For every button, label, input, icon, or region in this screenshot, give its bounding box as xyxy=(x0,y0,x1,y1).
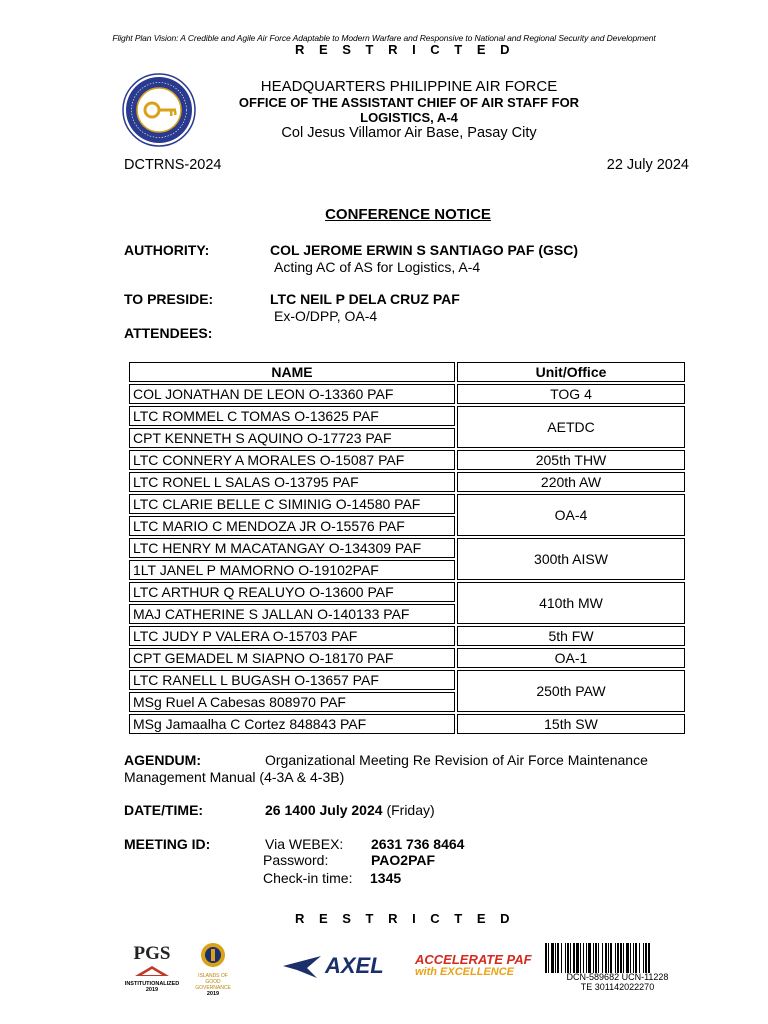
office-name: OFFICE OF THE ASSISTANT CHIEF OF AIR STAFF FOR xyxy=(238,95,580,110)
excellence-text: with EXCELLENCE xyxy=(415,966,515,978)
attendee-unit: 205th THW xyxy=(457,450,685,470)
column-header-name: NAME xyxy=(129,362,455,382)
agendum-section xyxy=(124,752,704,786)
table-row xyxy=(129,450,685,470)
agendum-label: AGENDUM: xyxy=(124,752,201,768)
dcn-block xyxy=(540,972,695,992)
table-row xyxy=(129,714,685,734)
attendee-name: LTC ARTHUR Q REALUYO O-13600 PAF xyxy=(129,582,455,602)
table-row xyxy=(129,384,685,404)
attendee-unit: AETDC xyxy=(457,406,685,448)
document-reference: DCTRNS-2024 xyxy=(124,157,222,173)
attendee-name: LTC CONNERY A MORALES O-15087 PAF xyxy=(129,450,455,470)
accelerate-text: ACCELERATE PAF xyxy=(415,952,532,967)
datetime-value: 26 1400 July 2024 xyxy=(265,802,383,818)
jet-wing-icon xyxy=(283,954,321,980)
office-name-cont: LOGISTICS, A-4 xyxy=(360,110,458,125)
attendee-name: MAJ CATHERINE S JALLAN O-140133 PAF xyxy=(129,604,455,624)
authority-role: Acting AC of AS for Logistics, A-4 xyxy=(274,259,481,275)
document-date: 22 July 2024 xyxy=(606,157,689,173)
agendum-text-cont: Management Manual (4-3A & 4-3B) xyxy=(124,769,345,785)
hq-name: HEADQUARTERS PHILIPPINE AIR FORCE xyxy=(260,78,558,95)
restricted-footer: R E S T R I C T E D xyxy=(294,911,516,926)
meeting-id-label: MEETING ID: xyxy=(124,836,211,852)
table-row xyxy=(129,648,685,668)
column-header-unit: Unit/Office xyxy=(457,362,685,382)
attendee-unit: 5th FW xyxy=(457,626,685,646)
document-title: CONFERENCE NOTICE xyxy=(325,206,491,223)
table-row xyxy=(129,472,685,492)
table-row xyxy=(129,494,685,514)
pgs-emblem-icon xyxy=(135,966,169,976)
attendee-name: LTC MARIO C MENDOZA JR O-15576 PAF xyxy=(129,516,455,536)
webex-label: Via WEBEX: xyxy=(265,836,344,852)
pgs-year: 2019 xyxy=(145,987,159,993)
attendee-name: 1LT JANEL P MAMORNO O-19102PAF xyxy=(129,560,455,580)
attendee-name: MSg Jamaalha C Cortez 848843 PAF xyxy=(129,714,455,734)
islands-good-governance-logo xyxy=(192,942,234,997)
attendee-unit: OA-1 xyxy=(457,648,685,668)
password-value: PAO2PAF xyxy=(371,852,436,868)
headquarters-block xyxy=(200,78,618,142)
attendee-name: LTC JUDY P VALERA O-15703 PAF xyxy=(129,626,455,646)
attendee-unit: OA-4 xyxy=(457,494,685,536)
attendees-table xyxy=(127,360,687,736)
islands-year: 2019 xyxy=(206,991,220,997)
table-row xyxy=(129,406,685,426)
webex-id: 2631 736 8464 xyxy=(371,836,465,852)
table-row xyxy=(129,582,685,602)
attendee-name: CPT GEMADEL M SIAPNO O-18170 PAF xyxy=(129,648,455,668)
document-barcode xyxy=(545,943,687,973)
table-row xyxy=(129,670,685,690)
attendee-name: CPT KENNETH S AQUINO O-17723 PAF xyxy=(129,428,455,448)
table-header-row xyxy=(129,362,685,382)
dcn-number: DCN-589682 UCN-11228 xyxy=(566,972,669,982)
preside-name: LTC NEIL P DELA CRUZ PAF xyxy=(270,291,460,307)
attendee-unit: TOG 4 xyxy=(457,384,685,404)
accelerate-paf-logo xyxy=(415,953,535,978)
attendee-name: LTC RANELL L BUGASH O-13657 PAF xyxy=(129,670,455,690)
attendee-unit: 15th SW xyxy=(457,714,685,734)
attendee-name: LTC CLARIE BELLE C SIMINIG O-14580 PAF xyxy=(129,494,455,514)
agendum-text: Organizational Meeting Re Revision of Air Force Maintenance xyxy=(265,752,648,768)
datetime-day: (Friday) xyxy=(386,802,435,818)
preside-label: TO PRESIDE: xyxy=(124,291,214,307)
authority-label: AUTHORITY: xyxy=(124,242,210,258)
flight-plan-vision: Flight Plan Vision: A Credible and Agile Air Force Adaptable to Modern Warfare and Responsive to National and Regional Security and Development xyxy=(112,33,656,43)
datetime-value-block xyxy=(265,802,435,818)
attendee-name: COL JONATHAN DE LEON O-13360 PAF xyxy=(129,384,455,404)
attendee-name: LTC HENRY M MACATANGAY O-134309 PAF xyxy=(129,538,455,558)
pgs-logo xyxy=(117,944,187,993)
pgs-status: INSTITUTIONALIZED xyxy=(124,981,180,987)
datetime-label: DATE/TIME: xyxy=(124,802,204,818)
authority-name: COL JEROME ERWIN S SANTIAGO PAF (GSC) xyxy=(270,242,579,258)
attendees-label: ATTENDEES: xyxy=(124,325,213,341)
axel-wordmark: AXEL xyxy=(325,953,384,978)
preside-role: Ex-O/DPP, OA-4 xyxy=(274,308,378,324)
attendee-unit: 250th PAW xyxy=(457,670,685,712)
password-label: Password: xyxy=(263,852,329,868)
attendee-unit: 300th AISW xyxy=(457,538,685,580)
attendee-name: LTC RONEL L SALAS O-13795 PAF xyxy=(129,472,455,492)
checkin-value: 1345 xyxy=(370,870,402,886)
te-number: TE 301142022270 xyxy=(580,982,655,992)
restricted-header: R E S T R I C T E D xyxy=(294,42,516,57)
attendee-unit: 410th MW xyxy=(457,582,685,624)
hq-address: Col Jesus Villamor Air Base, Pasay City xyxy=(281,125,537,141)
attendee-name: LTC ROMMEL C TOMAS O-13625 PAF xyxy=(129,406,455,426)
table-row xyxy=(129,538,685,558)
islands-text: ISLANDS OF GOOD GOVERNANCE xyxy=(195,973,231,991)
attendee-unit: 220th AW xyxy=(457,472,685,492)
pgs-mark: PGS xyxy=(133,943,171,964)
axel-logo xyxy=(283,952,408,982)
islands-emblem-icon xyxy=(200,942,226,968)
checkin-label: Check-in time: xyxy=(263,870,353,886)
attendee-name: MSg Ruel A Cabesas 808970 PAF xyxy=(129,692,455,712)
paf-a4-seal xyxy=(122,73,196,147)
table-row xyxy=(129,626,685,646)
